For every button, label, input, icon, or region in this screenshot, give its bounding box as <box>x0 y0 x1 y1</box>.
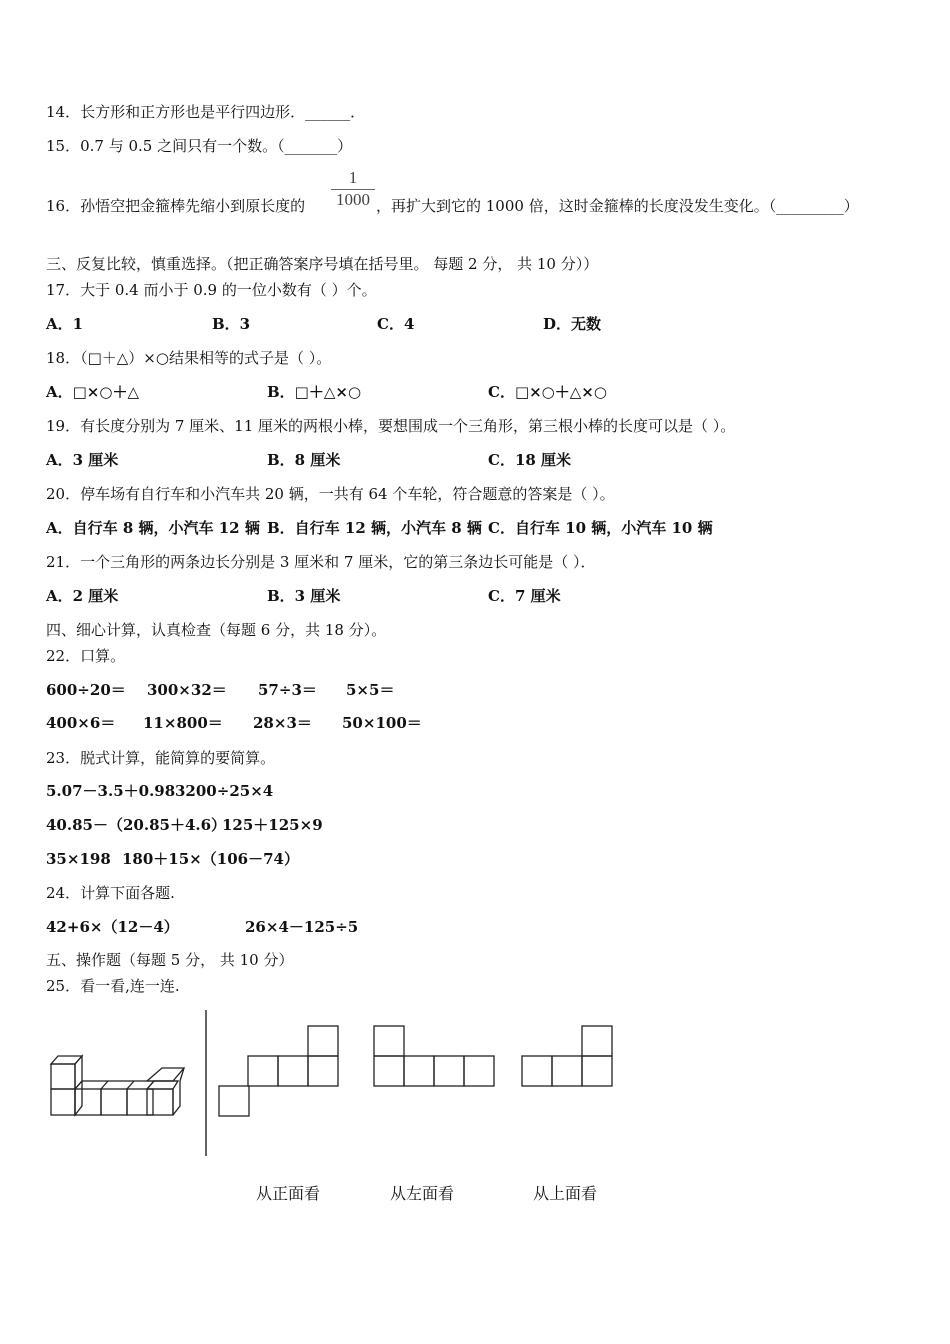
q23-r1-c1: 5.07－3.5＋0.98 <box>46 782 176 800</box>
question-17: 17．大于 0.4 而小于 0.9 的一位小数有（ ）个。 <box>46 281 377 299</box>
question-22: 22．口算。 <box>46 647 126 665</box>
section-4-heading: 四、细心计算，认真检查（每题 6 分，共 18 分）。 <box>46 621 387 639</box>
divider-line <box>200 1010 212 1156</box>
q23-r3-c1: 35×198 <box>46 850 111 868</box>
q24-c2: 26×4－125÷5 <box>245 918 359 936</box>
q22-r2-c2: 11×800＝ <box>143 714 223 732</box>
q23-r1-c2: 3200÷25×4 <box>175 782 274 800</box>
q21-option-c: C．7 厘米 <box>488 587 561 605</box>
question-19: 19．有长度分别为 7 厘米、11 厘米的两根小棒，要想围成一个三角形，第三根小棒的长度可以是（ ）。 <box>46 417 736 435</box>
fraction-denominator: 1000 <box>336 190 370 209</box>
q17-option-d: D．无数 <box>543 315 602 333</box>
q18-option-a: A．□×○＋△ <box>46 383 140 401</box>
question-16-after: ，再扩大到它的 1000 倍，这时金箍棒的长度没发生变化。（_________） <box>376 197 859 215</box>
q17-option-a: A．1 <box>46 315 84 333</box>
q22-r1-c4: 5×5＝ <box>346 681 395 699</box>
q19-option-b: B．8 厘米 <box>267 451 341 469</box>
view-figure-1 <box>216 1022 342 1118</box>
fraction-one-thousandth <box>331 168 375 210</box>
q22-r2-c3: 28×3＝ <box>253 714 312 732</box>
q23-r2-c1: 40.85－（20.85＋4.6） <box>46 816 227 834</box>
fraction-numerator: 1 <box>348 168 358 187</box>
q19-option-c: C．18 厘米 <box>488 451 572 469</box>
q20-option-c: C．自行车 10 辆，小汽车 10 辆 <box>488 519 713 537</box>
view-figure-3 <box>519 1022 615 1088</box>
section-5-heading: 五、操作题（每题 5 分， 共 10 分） <box>46 951 294 969</box>
question-14: 14．长方形和正方形也是平行四边形．______． <box>46 103 366 121</box>
caption-top-view: 从上面看 <box>533 1184 598 1203</box>
section-3-heading: 三、反复比较，慎重选择。（把正确答案序号填在括号里。 每题 2 分， 共 10 分）） <box>46 255 599 273</box>
caption-front-view: 从正面看 <box>256 1184 321 1203</box>
caption-left-view: 从左面看 <box>390 1184 455 1203</box>
q22-r1-c3: 57÷3＝ <box>258 681 317 699</box>
question-18: 18．（□＋△）×○结果相等的式子是（ ）。 <box>46 349 332 367</box>
q19-option-a: A．3 厘米 <box>46 451 119 469</box>
q17-option-b: B．3 <box>212 315 251 333</box>
question-20: 20．停车场有自行车和小汽车共 20 辆，一共有 64 个车轮，符合题意的答案是（ ）。 <box>46 485 615 503</box>
q23-r3-c2: 180＋15×（106－74） <box>122 850 299 868</box>
q22-r1-c2: 300×32＝ <box>147 681 227 699</box>
question-15: 15．0.7 与 0.5 之间只有一个数。（_______） <box>46 137 353 155</box>
q22-r2-c4: 50×100＝ <box>342 714 422 732</box>
q21-option-a: A．2 厘米 <box>46 587 119 605</box>
cube-solid-figure <box>46 1050 186 1122</box>
q24-c1: 42+6×（12－4） <box>46 918 179 936</box>
q23-r2-c2: 125＋125×9 <box>222 816 323 834</box>
question-25: 25．看一看,连一连. <box>46 977 180 995</box>
question-23: 23．脱式计算，能简算的要简算。 <box>46 749 276 767</box>
question-24: 24．计算下面各题. <box>46 884 175 902</box>
q20-option-a: A．自行车 8 辆，小汽车 12 辆 <box>46 519 260 537</box>
q18-option-b: B．□＋△×○ <box>267 383 362 401</box>
q17-option-c: C．4 <box>377 315 415 333</box>
view-figure-2 <box>371 1022 497 1088</box>
q18-option-c: C．□×○＋△×○ <box>488 383 607 401</box>
q20-option-b: B．自行车 12 辆，小汽车 8 辆 <box>267 519 482 537</box>
q21-option-b: B．3 厘米 <box>267 587 341 605</box>
question-16-before: 16．孙悟空把金箍棒先缩小到原长度的 <box>46 197 306 215</box>
question-21: 21．一个三角形的两条边长分别是 3 厘米和 7 厘米，它的第三条边长可能是（ ）． <box>46 553 596 571</box>
q22-r2-c1: 400×6＝ <box>46 714 116 732</box>
q22-r1-c1: 600÷20＝ <box>46 681 126 699</box>
